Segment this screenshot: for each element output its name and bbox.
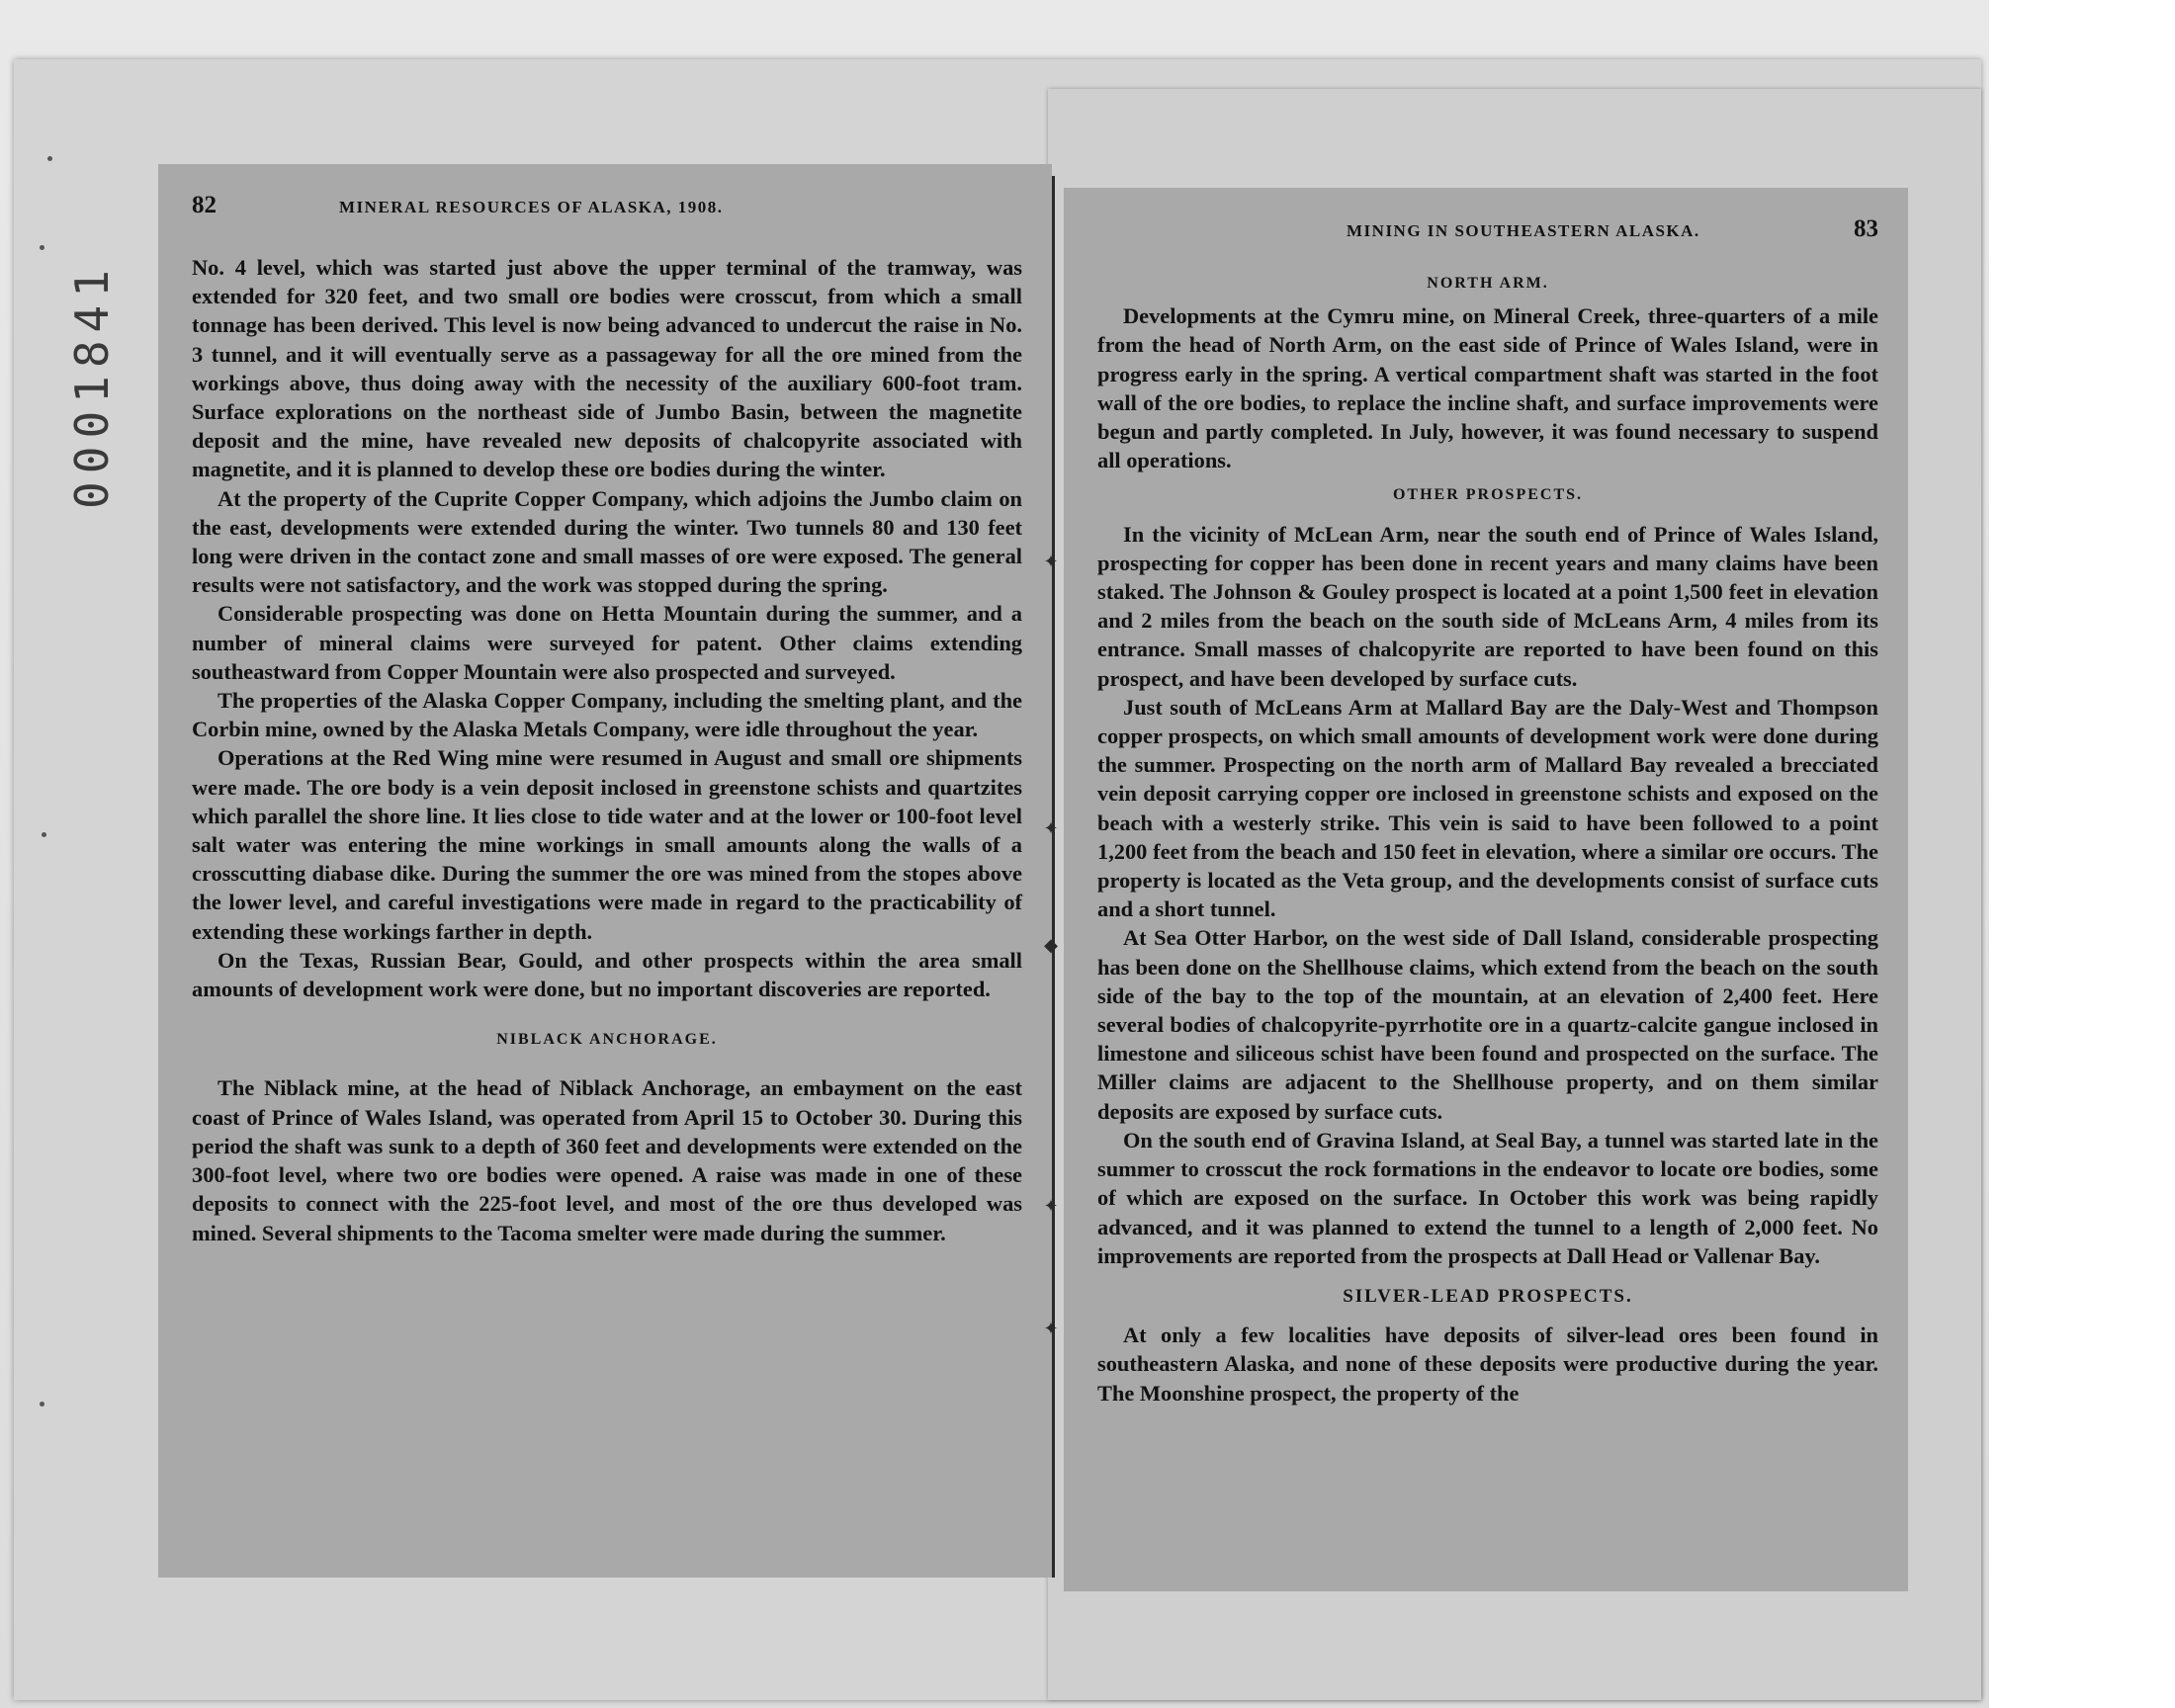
binding-mark: ◆	[1044, 935, 1058, 956]
right-running-head	[1097, 215, 1878, 247]
section-heading: SILVER-LEAD PROSPECTS.	[1343, 1285, 1633, 1307]
running-head-title: MINING IN SOUTHEASTERN ALASKA.	[1347, 221, 1700, 240]
left-body-text	[192, 253, 1022, 1247]
section-heading: NORTH ARM.	[1427, 275, 1549, 292]
left-running-head	[192, 192, 1022, 223]
speck	[47, 156, 52, 161]
binding-mark: ✦	[1043, 1319, 1059, 1339]
speck	[42, 832, 46, 837]
paragraph: Considerable prospecting was done on Hetta Mountain during the summer, and a number of mineral claims were surveyed for patent. Other claims extending southeastward from Copper Mountain were also prospected and surveyed.	[192, 601, 1022, 684]
section-heading: NIBLACK ANCHORAGE.	[496, 1031, 718, 1049]
paragraph: On the Texas, Russian Bear, Gould, and other prospects within the area small amounts of development work were done, but no important discoveries are reported.	[192, 947, 1022, 1002]
binding-mark: ✦	[1043, 818, 1059, 839]
archive-stamp-number: 0001841	[65, 262, 119, 509]
paragraph: The Niblack mine, at the head of Niblack Anchorage, an embayment on the east coast of Prince of Wales Island, was operated from April 15 to October 30. During this period the shaft was sunk to a depth of 360 feet and developments were extended on the 300-foot level, where two ore bodies were opened. A raise was made in one of these deposits to connect with the 225-foot level, and most of the ore thus developed was mined. Several shipments to the Tacoma smelter were made during the summer.	[192, 1075, 1022, 1245]
paragraph: At the property of the Cuprite Copper Company, which adjoins the Jumbo claim on the east, developments were extended during the winter. Two tunnels 80 and 130 feet long were driven in the contact zone and small masses of ore were exposed. The general results were not satisfactory, and the work was stopped during the spring.	[192, 485, 1022, 598]
paragraph: No. 4 level, which was started just above the upper terminal of the tramway, was extended for 320 feet, and two small ore bodies were crosscut, from which a small tonnage has been derived. This level is now being advanced to undercut the raise in No. 3 tunnel, and it will eventually serve as a passageway for all the ore mined from the workings above, thus doing away with the necessity of the auxiliary 600-foot tram. Surface explorations on the northeast side of Jumbo Basin, between the magnetite deposit and the mine, have revealed new deposits of chalcopyrite associated with magnetite, and it is planned to develop these ore bodies during the winter.	[192, 255, 1022, 482]
paragraph: Just south of McLeans Arm at Mallard Bay are the Daly-West and Thompson copper prospects, on which small amounts of development work were done during the summer. Prospecting on the north arm of Mallard Bay revealed a brecciated vein deposit carrying copper ore inclosed in greenstone schists and exposed on the beach with a westerly strike. This vein is said to have been followed to a point 1,200 feet from the beach and 150 feet in elevation, where a similar ore occurs. The property is located as the Veta group, and the developments consist of surface cuts and a short tunnel.	[1097, 694, 1878, 922]
paragraph: In the vicinity of McLean Arm, near the south end of Prince of Wales Island, prospecting for copper has been done in recent years and many claims have been staked. The Johnson & Gouley prospect is located at a point 1,500 feet in elevation and 2 miles from the beach on the south side of McLeans Arm, 4 miles from its entrance. Small masses of chalcopyrite are reported to have been found on this prospect, and have been developed by surface cuts.	[1097, 521, 1878, 691]
paragraph: At Sea Otter Harbor, on the west side of Dall Island, considerable prospecting has been done on the Shellhouse claims, which extend from the beach on the south side of the bay to the top of the mountain, at an elevation of 2,400 feet. Here several bodies of chalcopyrite-pyrrhotite ore in a quartz-calcite gangue inclosed in limestone and siliceous schist have been found and prospected on the surface. The Miller claims are adjacent to the Shellhouse property, and on them similar deposits are exposed by surface cuts.	[1097, 925, 1878, 1124]
right-body-text	[1097, 265, 1878, 1408]
binding-gutter-line	[1052, 176, 1055, 1578]
running-head-title: MINERAL RESOURCES OF ALASKA, 1908.	[339, 198, 724, 216]
page-number: 82	[192, 192, 217, 218]
right-page	[1064, 188, 1908, 1591]
speck	[40, 245, 44, 250]
paragraph: At only a few localities have deposits of silver-lead ores been found in southeastern Alaska, and none of these deposits were productive during the year. The Moonshine prospect, the property of the	[1097, 1323, 1878, 1406]
page-number: 83	[1854, 215, 1878, 242]
paragraph: The properties of the Alaska Copper Company, including the smelting plant, and the Corbin mine, owned by the Alaska Metals Company, were idle throughout the year.	[192, 688, 1022, 742]
paragraph: On the south end of Gravina Island, at Seal Bay, a tunnel was started late in the summer to crosscut the rock formations in the endeavor to locate ore bodies, some of which are exposed on the surface. In October this work was being rapidly advanced, and it was planned to extend the tunnel to a length of 2,000 feet. No improvements are reported from the prospects at Dall Head or Vallenar Bay.	[1097, 1127, 1878, 1268]
section-heading: OTHER PROSPECTS.	[1392, 486, 1584, 504]
paragraph: Developments at the Cymru mine, on Mineral Creek, three-quarters of a mile from the head of North Arm, on the east side of Prince of Wales Island, were in progress early in the spring. A vertical compartment shaft was started in the foot wall of the ore bodies, to replace the incline shaft, and surface improvements were begun and partly completed. In July, however, it was found necessary to suspend all operations.	[1097, 303, 1878, 473]
speck	[40, 1402, 44, 1407]
binding-mark: ✦	[1043, 552, 1059, 572]
left-page	[158, 164, 1052, 1578]
paragraph: Operations at the Red Wing mine were resumed in August and small ore shipments were made. The ore body is a vein deposit inclosed in greenstone schists and quartzites which parallel the shore line. It lies close to tide water and at the lower or 100-foot level salt water was entering the mine workings in small amounts along the walls of a crosscutting diabase dike. During the summer the ore was mined from the stopes above the lower level, and careful investigations were made in regard to the practicability of extending these workings farther in depth.	[192, 745, 1022, 944]
binding-mark: ✦	[1043, 1196, 1059, 1217]
